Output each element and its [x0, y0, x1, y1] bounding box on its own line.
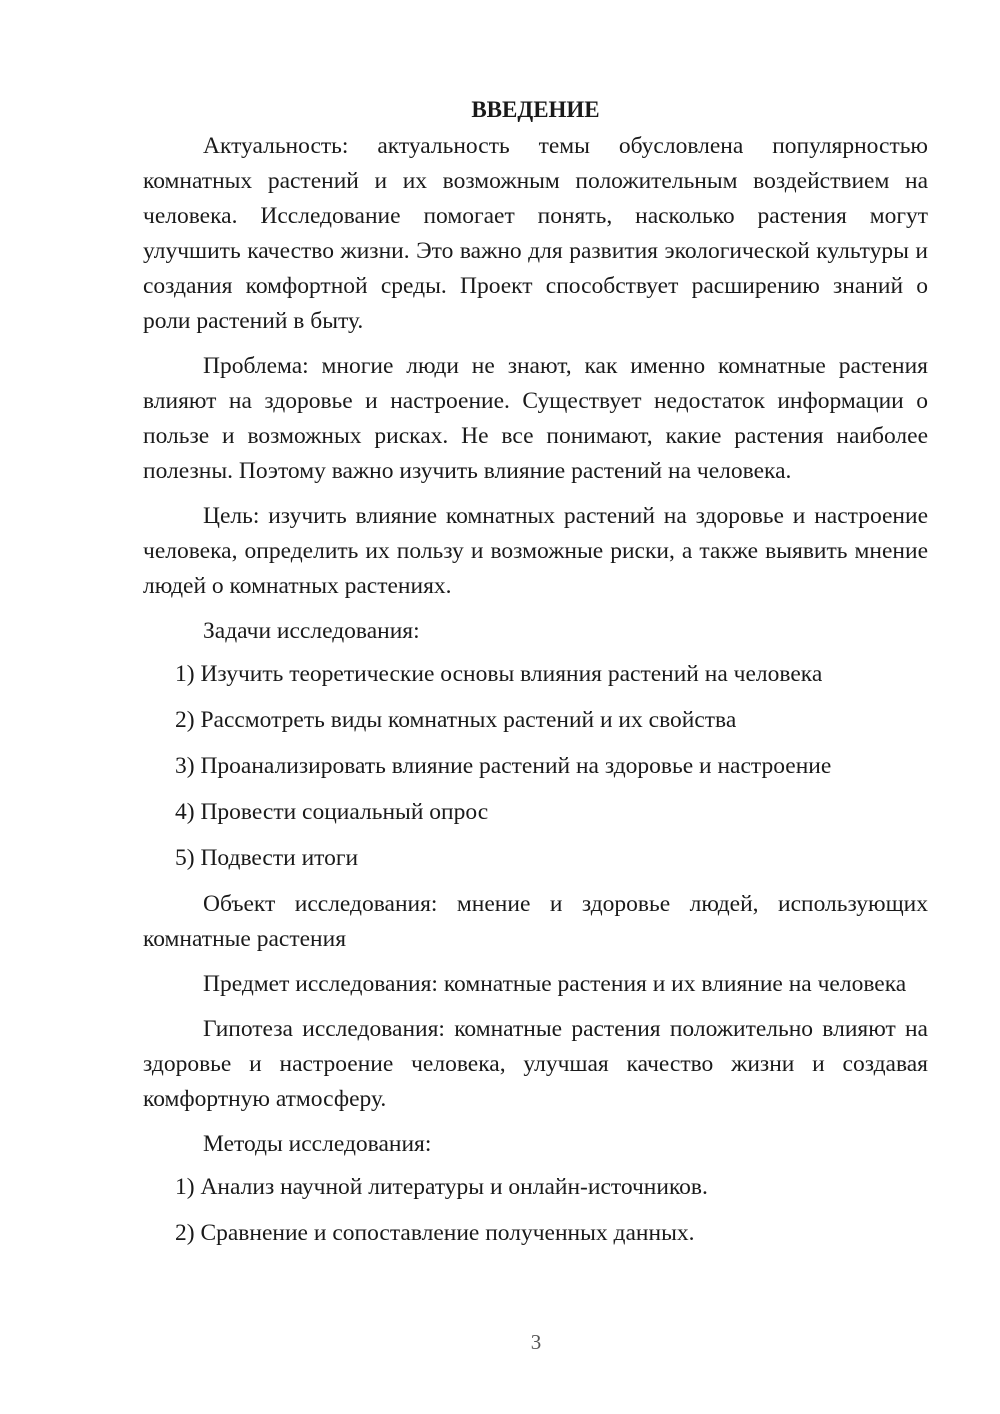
paragraph-subject: Предмет исследования: комнатные растения и их влияние на человека [203, 971, 907, 997]
page-number: 3 [530, 1330, 542, 1354]
tasks-heading: Задачи исследования: [203, 618, 420, 644]
list-item-method-1: 1) Анализ научной литературы и онлайн-источников. [175, 1174, 708, 1200]
section-title: ВВЕДЕНИЕ [471, 97, 600, 122]
list-item-task-2: 2) Рассмотреть виды комнатных растений и их свойства [175, 707, 737, 733]
list-item-task-3: 3) Проанализировать влияние растений на здоровье и настроение [175, 753, 832, 779]
paragraph-object: Объект исследования: мнение и здоровье людей, использующих комнатные растения [143, 891, 928, 952]
paragraph-relevance: Актуальность: актуальность темы обусловлена популярностью комнатных растений и их возможным положительным воздействием на человека. Исследование помогает понять, насколько растения могут улучшить качество жизни. Это важно для развития экологической культуры и создания комфортной среды. Проект способствует расширению знаний о роли растений в быту. [143, 133, 928, 334]
list-item-method-2: 2) Сравнение и сопоставление полученных данных. [175, 1220, 695, 1246]
methods-heading: Методы исследования: [203, 1131, 432, 1157]
list-item-task-5: 5) Подвести итоги [175, 845, 359, 871]
tasks-list [143, 657, 928, 876]
methods-list [143, 1170, 928, 1251]
paragraph-problem: Проблема: многие люди не знают, как именно комнатные растения влияют на здоровье и настроение. Существует недостаток информации о пользе и возможных рисках. Не все понимают, какие растения наиболее полезны. Поэтому важно изучить влияние растений на человека. [143, 353, 928, 484]
paragraph-goal: Цель: изучить влияние комнатных растений на здоровье и настроение человека, определить их пользу и возможные риски, а также выявить мнение людей о комнатных растениях. [143, 503, 928, 599]
paragraph-hypothesis: Гипотеза исследования: комнатные растения положительно влияют на здоровье и настроение человека, улучшая качество жизни и создавая комфортную атмосферу. [143, 1016, 928, 1112]
list-item-task-4: 4) Провести социальный опрос [175, 799, 489, 825]
page-content [143, 92, 928, 1262]
list-item-task-1: 1) Изучить теоретические основы влияния растений на человека [175, 661, 823, 687]
